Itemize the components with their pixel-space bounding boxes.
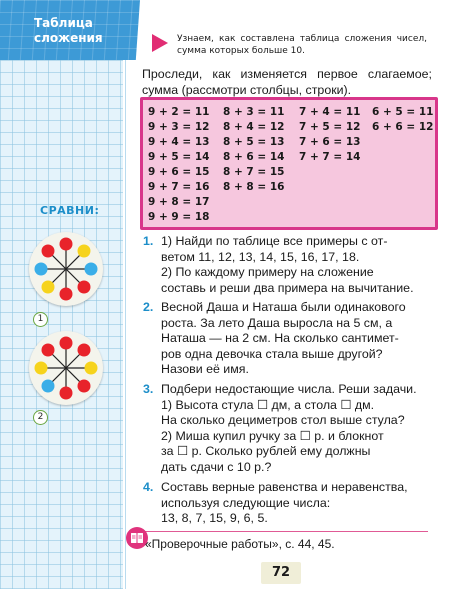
table-cell: 9 + 5 = 14 <box>148 151 210 163</box>
table-cell: 7 + 5 = 12 <box>299 121 361 133</box>
compare-label: СРАВНИ: <box>40 204 100 217</box>
figure-1-badge: 1 <box>33 312 48 327</box>
task-4-text <box>161 480 431 527</box>
task-1-text <box>161 234 431 296</box>
figure-2-badge: 2 <box>33 410 48 425</box>
table-cell: 9 + 4 = 13 <box>148 136 210 148</box>
task-line: На сколько дециметров стол выше стула? <box>161 413 405 428</box>
task-line: используя следующие числа: <box>161 495 331 510</box>
table-cell: 8 + 3 = 11 <box>223 106 285 118</box>
dot-figure-2 <box>29 331 103 405</box>
table-cell: 8 + 4 = 12 <box>223 121 285 133</box>
table-column-6 <box>372 105 433 135</box>
lesson-title <box>34 16 103 46</box>
table-cell: 9 + 2 = 11 <box>148 106 210 118</box>
table-cell: 8 + 8 = 16 <box>223 181 285 193</box>
task-line: Весной Даша и Наташа были одинакового <box>161 300 406 314</box>
table-cell: 9 + 9 = 18 <box>148 211 210 223</box>
task-line: 13, 8, 7, 15, 9, 6, 5. <box>161 511 268 526</box>
task-line: Назови её имя. <box>161 362 249 377</box>
section-divider <box>140 531 428 532</box>
task-line: Наташа — на 2 см. На сколько сантимет- <box>161 331 399 346</box>
task-line: составь и реши два примера на вычитание. <box>161 280 414 295</box>
task-line: 1) Высота стула ☐ дм, а стола ☐ дм. <box>161 397 375 412</box>
play-marker-icon <box>152 34 168 52</box>
task-number-4: 4. <box>143 480 154 494</box>
task-line: 2) Миша купил ручку за ☐ р. и блокнот <box>161 428 384 443</box>
lesson-title-line2: сложения <box>34 31 103 45</box>
table-cell: 6 + 6 = 12 <box>372 121 434 133</box>
task-line: за ☐ р. Сколько рублей ему должны <box>161 444 371 459</box>
table-cell: 9 + 8 = 17 <box>148 196 210 208</box>
table-cell: 8 + 7 = 15 <box>223 166 285 178</box>
lesson-title-line1: Таблица <box>34 16 93 30</box>
task-3-text <box>161 382 431 476</box>
workbook-reference: «Проверочные работы», с. 44, 45. <box>145 537 335 551</box>
table-cell: 7 + 7 = 14 <box>299 151 361 163</box>
task-line: роста. За лето Даша выросла на 5 см, а <box>161 315 393 330</box>
table-column-7 <box>299 105 360 165</box>
table-cell: 8 + 6 = 14 <box>223 151 285 163</box>
intro-text: Узнаем, как составлена таблица сложения чисел, сумма которых больше 10. <box>177 34 427 56</box>
table-cell: 6 + 5 = 11 <box>372 106 434 118</box>
task-line: 1) Найди по таблице все примеры с от- <box>161 234 388 248</box>
task-number-1: 1. <box>143 234 154 248</box>
table-cell: 9 + 7 = 16 <box>148 181 210 193</box>
task-line: дать сдачи с 10 р.? <box>161 459 272 474</box>
task-line: 2) По каждому примеру на сложение <box>161 265 374 280</box>
page-number: 72 <box>261 562 301 584</box>
table-cell: 9 + 6 = 15 <box>148 166 210 178</box>
table-cell: 9 + 3 = 12 <box>148 121 210 133</box>
task-number-2: 2. <box>143 300 154 314</box>
task-line: Составь верные равенства и неравенства, <box>161 480 408 494</box>
table-cell: 7 + 4 = 11 <box>299 106 361 118</box>
task-line: ветом 11, 12, 13, 14, 15, 16, 17, 18. <box>161 249 360 264</box>
instruction-text: Проследи, как изменяется первое слагаемое; сумма (рассмотри столбцы, строки). <box>142 67 432 97</box>
table-cell: 8 + 5 = 13 <box>223 136 285 148</box>
table-column-9 <box>148 105 209 225</box>
table-cell: 7 + 6 = 13 <box>299 136 361 148</box>
task-line: Подбери недостающие числа. Реши задачи. <box>161 382 417 396</box>
dot-figure-1 <box>29 232 103 306</box>
task-2-text <box>161 300 431 378</box>
task-number-3: 3. <box>143 382 154 396</box>
task-line: ров одна девочка стала выше другой? <box>161 346 383 361</box>
table-column-8 <box>223 105 284 195</box>
addition-table <box>140 97 438 230</box>
